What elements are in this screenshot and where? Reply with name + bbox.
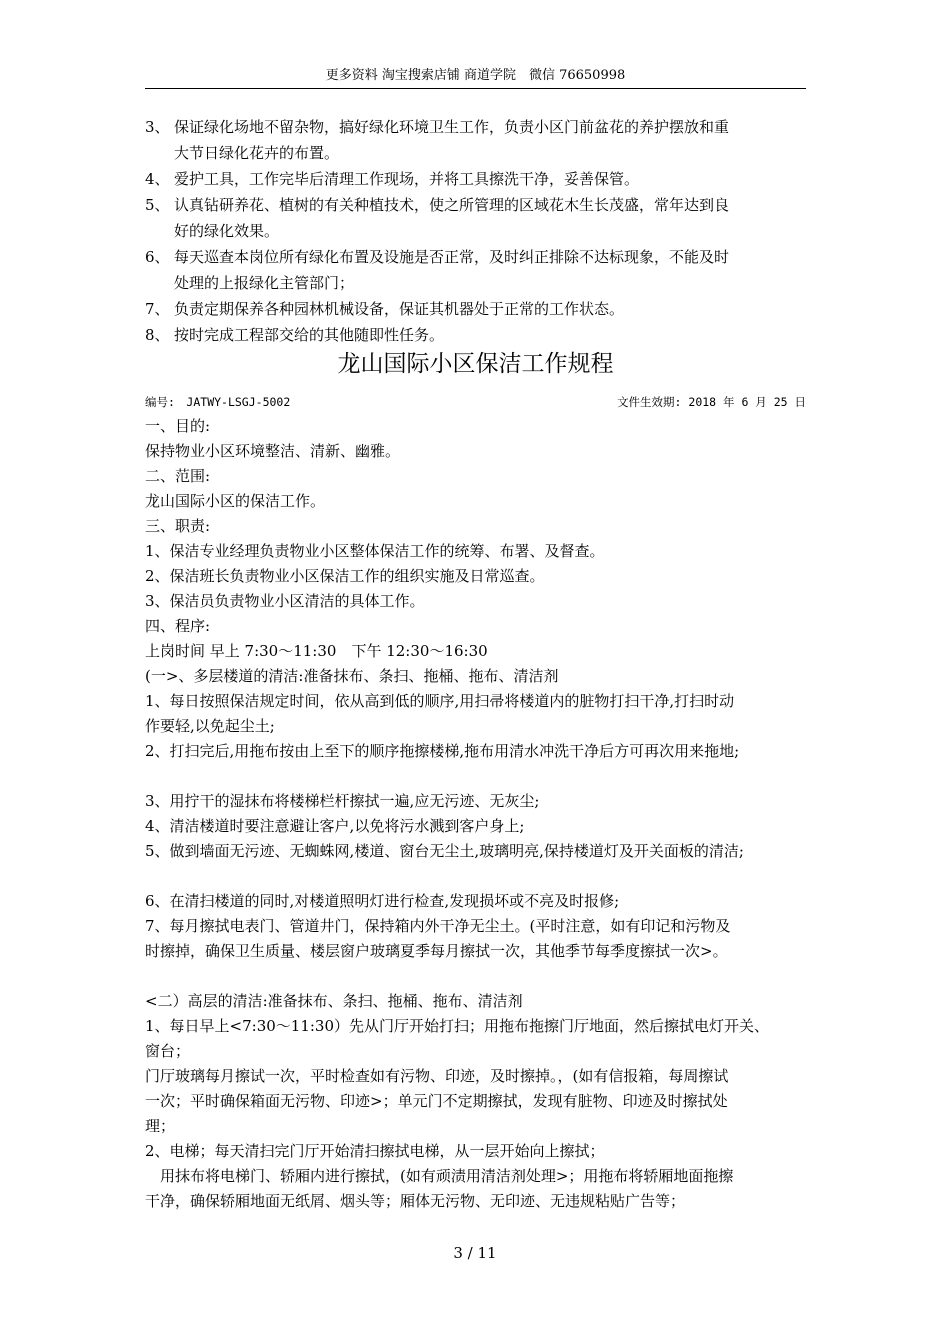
list-item-number: 3、 (145, 118, 170, 136)
list-item (145, 192, 806, 244)
list-item-line: 认真钻研养花、植树的有关种植技术，使之所管理的区域花木生长茂盛，常年达到良 (174, 196, 730, 214)
body-line: 2、保洁班长负责物业小区保洁工作的组织实施及日常巡查。 (145, 567, 545, 585)
body-line: 四、程序: (145, 617, 211, 635)
list-item-number: 5、 (145, 196, 170, 214)
body-line: 4、清洁楼道时要注意避让客户,以免将污水溅到客户身上; (145, 817, 525, 835)
document-code: 编号: JATWY-LSGJ-5002 (145, 395, 291, 409)
body-line: 一次；平时确保箱面无污物、印迹>；单元门不定期擦拭，发现有脏物、印迹及时擦拭处 (145, 1092, 728, 1110)
body-line: 二、范围: (145, 467, 211, 485)
body-line: 上岗时间 早上 7:30～11:30 下午 12:30～16:30 (145, 642, 488, 660)
body-line: 时擦掉，确保卫生质量、楼层窗户玻璃夏季每月擦拭一次，其他季节每季度擦拭一次>。 (145, 942, 728, 960)
list-item-line: 保证绿化场地不留杂物，搞好绿化环境卫生工作，负责小区门前盆花的养护摆放和重 (174, 118, 730, 136)
blank-line (145, 864, 817, 889)
body-line: 龙山国际小区的保洁工作。 (145, 492, 326, 510)
document-title: 龙山国际小区保洁工作规程 (337, 351, 614, 377)
body-line: 1、保洁专业经理负责物业小区整体保洁工作的统筹、布署、及督查。 (145, 542, 605, 560)
list-item (145, 114, 806, 166)
body-line: 理； (145, 1117, 176, 1135)
body-line: 三、职责: (145, 517, 211, 535)
body-line: 一、目的: (145, 417, 211, 435)
body-line: 干净，确保轿厢地面无纸屑、烟头等；厢体无污物、无印迹、无违规粘贴广告等； (145, 1192, 686, 1210)
blank-line (145, 964, 817, 989)
body-line: 保持物业小区环境整洁、清新、幽雅。 (145, 442, 401, 460)
list-item-number: 8、 (145, 326, 170, 344)
list-item-line: 大节日绿化花卉的布置。 (174, 144, 340, 162)
duty-list (145, 114, 806, 348)
list-item-number: 4、 (145, 170, 170, 188)
list-item-line: 爱护工具，工作完毕后清理工作现场，并将工具擦洗干净，妥善保管。 (174, 170, 640, 188)
list-item (145, 296, 806, 322)
body-line: 2、打扫完后,用拖布按由上至下的顺序拖擦楼梯,拖布用清水冲洗干净后方可再次用来拖地; (145, 742, 740, 760)
list-item (145, 166, 806, 192)
body-line: <二）高层的清洁:准备抹布、条扫、拖桶、拖布、清洁剂 (145, 992, 523, 1010)
page-number: 3 / 11 (453, 1244, 497, 1262)
body-line: 6、在清扫楼道的同时,对楼道照明灯进行检查,发现损坏或不亮及时报修; (145, 892, 620, 910)
body-line: 1、每日早上<7:30～11:30）先从门厅开始打扫；用拖布拖擦门厅地面，然后擦拭电灯开关、 (145, 1017, 770, 1035)
list-item-line: 处理的上报绿化主管部门； (174, 274, 355, 292)
body-line: 2、电梯；每天清扫完门厅开始清扫擦拭电梯，从一层开始向上擦拭； (145, 1142, 605, 1160)
body-line: (一>、多层楼道的清洁:准备抹布、条扫、拖桶、拖布、清洁剂 (145, 667, 559, 685)
list-item-line: 每天巡查本岗位所有绿化布置及设施是否正常，及时纠正排除不达标现象，不能及时 (174, 248, 730, 266)
list-item-line: 按时完成工程部交给的其他随即性任务。 (174, 326, 445, 344)
effective-date: 文件生效期: 2018 年 6 月 25 日 (617, 395, 806, 409)
body-line: 7、每月擦拭电表门、管道井门，保持箱内外干净无尘土。(平时注意，如有印记和污物及 (145, 917, 731, 935)
body-line: 用抹布将电梯门、轿厢内进行擦拭，(如有顽渍用清洁剂处理>；用拖布将轿厢地面拖擦 (145, 1167, 734, 1185)
body-line: 作要轻,以免起尘土; (145, 717, 275, 735)
list-item (145, 322, 806, 348)
body-line: 3、保洁员负责物业小区清洁的具体工作。 (145, 592, 425, 610)
body-line: 3、用拧干的湿抹布将楼梯栏杆擦拭一遍,应无污迹、无灰尘; (145, 792, 540, 810)
list-item-number: 6、 (145, 248, 170, 266)
page-header: 更多资料 淘宝搜索店铺 商道学院 微信 76650998 (145, 66, 806, 89)
body-line: 窗台； (145, 1042, 191, 1060)
list-item-line: 负责定期保养各种园林机械设备，保证其机器处于正常的工作状态。 (174, 300, 625, 318)
list-item (145, 244, 806, 296)
list-item-number: 7、 (145, 300, 170, 318)
body-line: 门厅玻璃每月擦试一次，平时检查如有污物、印迹，及时擦掉。，(如有信报箱，每周擦试 (145, 1067, 729, 1085)
document-meta (145, 392, 806, 412)
blank-line (145, 764, 817, 789)
body-line: 5、做到墙面无污迹、无蜘蛛网,楼道、窗台无尘土,玻璃明亮,保持楼道灯及开关面板的清洁; (145, 842, 744, 860)
list-item-line: 好的绿化效果。 (174, 222, 280, 240)
body-line: 1、每日按照保洁规定时间，依从高到低的顺序,用扫帚将楼道内的脏物打扫干净,打扫时动 (145, 692, 735, 710)
document-body (145, 414, 817, 1214)
